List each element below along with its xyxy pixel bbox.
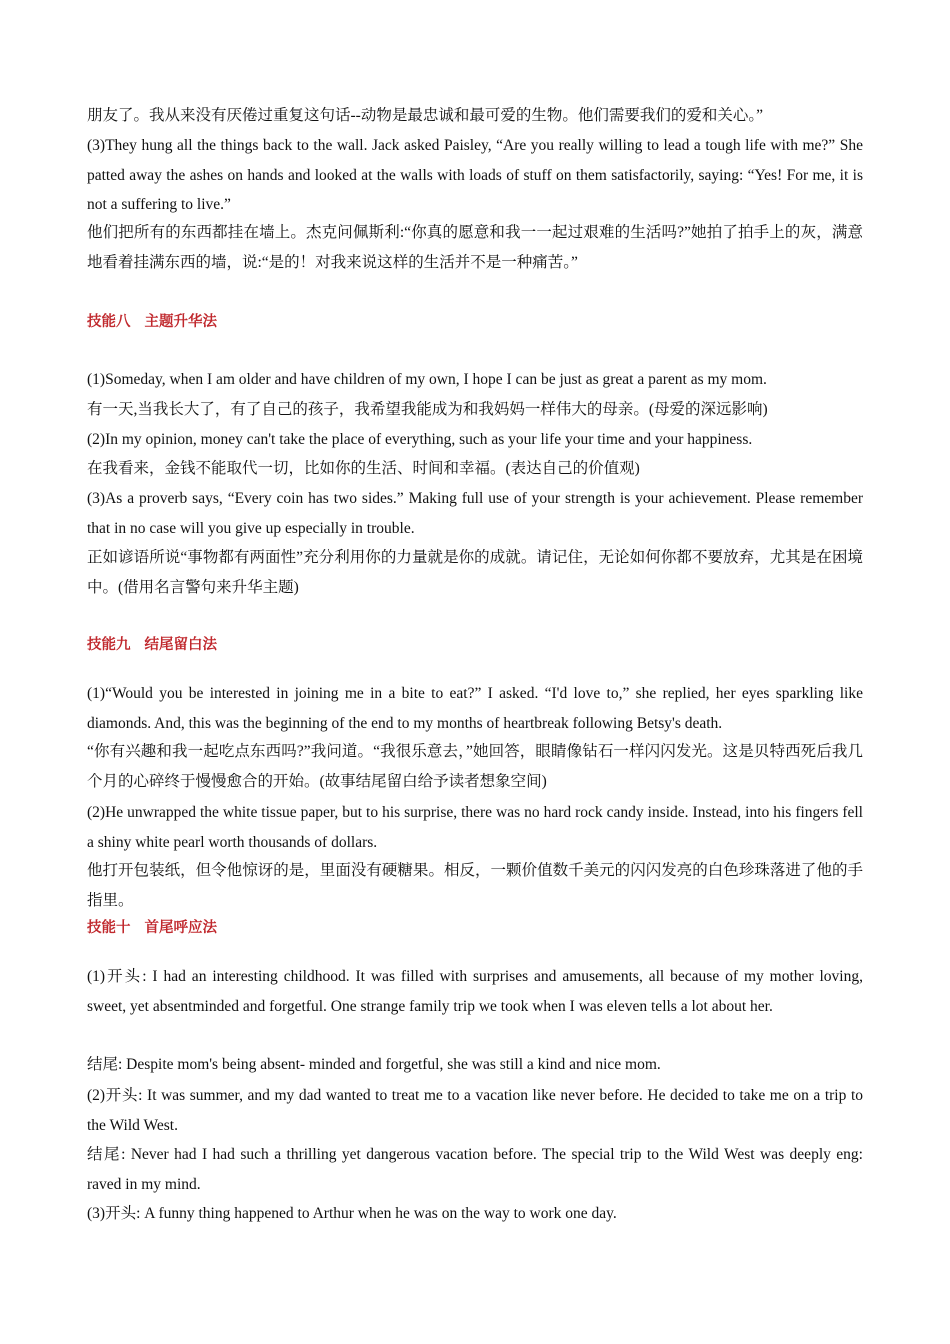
paragraph-en-bite-to-eat: (1)“Would you be interested in joining me in a bite to eat?” I asked. “I'd love to,” she replied, her eyes sparkling like diamonds. And, this was the beginning of the end to my months of heartbreak following Betsy's death.	[87, 685, 863, 732]
heading-title: 首尾呼应法	[144, 920, 217, 936]
paragraph-en-tough-life: (3)They hung all the things back to the wall. Jack asked Paisley, “Are you really willing to lead a tough life with me?” She patted away the ashes on hands and looked at the walls with loads of stuff on them satisfactorily, saying: “Yes! For me, it is not a suffering to live.”	[87, 137, 863, 213]
paragraph-zh-animals-continued: 朋友了。我从来没有厌倦过重复这句话--动物是最忠诚和最可爱的生物。他们需要我们的爱和关心。”	[87, 107, 763, 124]
heading-number: 技能九	[87, 637, 131, 653]
heading-title: 主题升华法	[144, 314, 217, 330]
paragraph-zh-parent: 有一天,当我长大了，有了自己的孩子，我希望我能成为和我妈妈一样伟大的母亲。(母爱的深远影响)	[87, 401, 768, 418]
paragraph-opening-arthur: (3)开头: A funny thing happened to Arthur when he was on the way to work one day.	[87, 1205, 617, 1222]
paragraph-zh-bite-to-eat: “你有兴趣和我一起吃点东西吗?”我问道。“我很乐意去，”她回答，眼睛像钻石一样闪闪发光。这是贝特西死后我几个月的心碎终于慢慢愈合的开始。(故事结尾留白给予读者想象空间)	[87, 743, 863, 790]
paragraph-en-pearl: (2)He unwrapped the white tissue paper, but to his surprise, there was no hard rock candy inside. Instead, into his fingers fell a shiny white pearl worth thousands of dollars.	[87, 804, 863, 851]
paragraph-zh-pearl: 他打开包装纸，但令他惊讶的是，里面没有硬糖果。相反，一颗价值数千美元的闪闪发亮的白色珍珠落进了他的手指里。	[87, 862, 863, 909]
heading-number: 技能八	[87, 314, 131, 330]
paragraph-zh-money: 在我看来，金钱不能取代一切，比如你的生活、时间和幸福。(表达自己的价值观)	[87, 460, 640, 477]
paragraph-ending-wild-west: 结尾: Never had I had such a thrilling yet dangerous vacation before. The special trip to the Wild West was deeply eng: raved in my mind.	[87, 1146, 863, 1193]
paragraph-en-money: (2)In my opinion, money can't take the place of everything, such as your life your time and your happiness.	[87, 431, 753, 448]
section-heading-skill-8	[87, 308, 863, 338]
paragraph-zh-tough-life: 他们把所有的东西都挂在墙上。杰克问佩斯利:“你真的愿意和我一一起过艰难的生活吗?”她拍了拍手上的灰，满意地看着挂满东西的墙，说:“是的！对我来说这样的生活并不是一种痛苦。”	[87, 224, 863, 271]
paragraph-ending-mom: 结尾: Despite mom's being absent- minded and forgetful, she was still a kind and nice mom.	[87, 1056, 661, 1073]
heading-title: 结尾留白法	[144, 637, 217, 653]
section-heading-skill-10	[87, 914, 863, 944]
heading-number: 技能十	[87, 920, 131, 936]
paragraph-opening-childhood: (1)开头: I had an interesting childhood. It was filled with surprises and amusements, all because of my mother loving, sweet, yet absentminded and forgetful. One strange family trip we took when I was eleven tells a lot about her.	[87, 968, 863, 1015]
section-heading-skill-9	[87, 631, 863, 661]
paragraph-en-parent: (1)Someday, when I am older and have children of my own, I hope I can be just as great a parent as my mom.	[87, 371, 767, 388]
paragraph-en-proverb: (3)As a proverb says, “Every coin has two sides.” Making full use of your strength is your achievement. Please remember that in no case will you give up especially in trouble.	[87, 490, 863, 537]
paragraph-zh-proverb: 正如谚语所说“事物都有两面性”充分利用你的力量就是你的成就。请记住，无论如何你都不要放弃，尤其是在困境中。(借用名言警句来升华主题)	[87, 549, 863, 596]
paragraph-opening-wild-west: (2)开头: It was summer, and my dad wanted to treat me to a vacation like never before. He decided to take me on a trip to the Wild West.	[87, 1087, 863, 1134]
